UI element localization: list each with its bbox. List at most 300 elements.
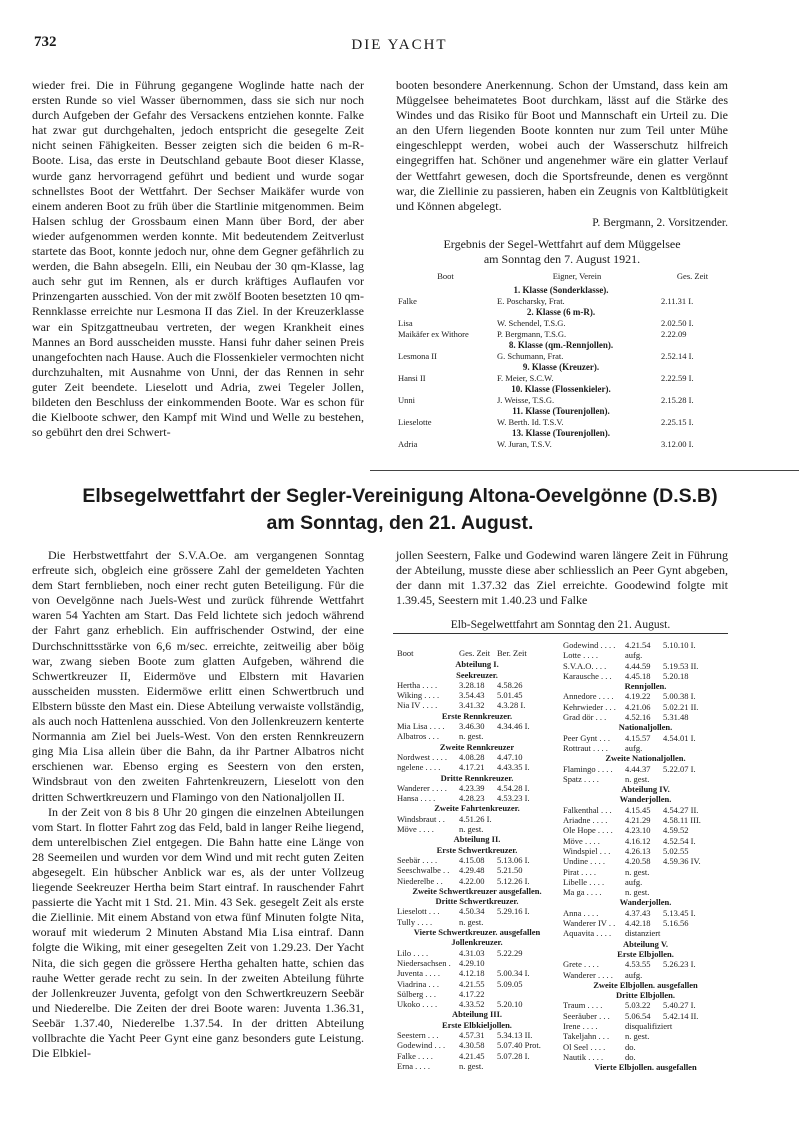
- class-heading: Nationaljollen.: [618, 722, 673, 733]
- boat-name: Nordwest . . . .: [397, 751, 448, 762]
- boat-name: Peer Gynt . . .: [563, 732, 610, 743]
- total-time: 4.51.26 I.: [459, 813, 492, 824]
- table-row: [563, 1011, 728, 1021]
- paragraph: Die Herbstwettfahrt der S.V.A.Oe. am vergangenen Sonntag erfreute sich, obgleich eine grössere Zahl der gemeldeten Yachten dem Start fernblieben, noch einer recht guten Beteiligung. Für die von Oevelgönne nach Juels-West und zurück führende Wettfahrt waren 54 Yachten am Start. Das Feld lichtete sich jedoch während der Fahrt ganz erheblich. Ein auffrischender Ostwind, der eine Durchschnittsstärke von 6,6 m/sec. erreichte, zeitweilig aber böig war, zwang sieben Boote zum glatten Aufgeben, während die Schwertkreuzer II, Eidermöve und Elbstern mit Havarien ausscheiden mussten. Eidermöwe erlitt einen Schwertbruch und Elbstern büsste den Mast ein. Diese Abteilung verwaiste vollständig, als auch noch Hattenlena ausschied. Von den Jollenkreuzern kenterte Normannia am Ziel bei Juels-West. Von den ersten Rennkreuzern ging Mia Lisa allein über die Bahn, da ihr Partner Albatros nicht erschienen war. Ebenso erging es Seestern von den ersten, Windsbraut von den zweiten Fahrtenkreuzern, Lieselott von den dritten Schwertkreuzern und Flamingo von den Nationaljollen II.: [32, 548, 364, 804]
- boat-name: Kehrwieder . . .: [563, 701, 616, 712]
- corrected-time: 5.09.05: [497, 978, 523, 989]
- total-time: 4.12.18: [459, 968, 485, 979]
- result-note: n. gest.: [625, 773, 650, 784]
- class-row: [396, 406, 726, 417]
- headline-line-2: am Sonntag, den 21. August.: [266, 512, 534, 534]
- boat-name: Wanderer IV . .: [563, 918, 616, 929]
- corrected-time: 5.02.55: [663, 845, 689, 856]
- table-row: [397, 958, 557, 968]
- boat-name: Nautik . . . .: [563, 1051, 604, 1062]
- total-time: 4.21.06: [625, 701, 651, 712]
- total-time: 2.15.28 I.: [661, 394, 694, 405]
- table-row: [396, 395, 726, 406]
- corrected-time: 5.13.45 I.: [663, 907, 696, 918]
- header-boot: Boot: [437, 270, 454, 281]
- total-time: 4.21.45: [459, 1050, 485, 1061]
- corrected-time: 5.00.34 I.: [497, 968, 530, 979]
- boat-name: Hansa . . . .: [397, 793, 436, 804]
- class-heading: Zweite Rennkreuzer: [439, 741, 515, 752]
- table-row: [397, 824, 557, 834]
- boat-name: Ariadne . . . .: [563, 815, 608, 826]
- corrected-time: 4.54.01 I.: [663, 732, 696, 743]
- class-row: [396, 340, 726, 351]
- paragraph: wieder frei. Die in Führung gegangene Woglinde hatte nach der ersten Runde so viel Wasser übernommen, dass sie sich nur noch durch Aufgeben der Gefahr des Versackens entziehen konnte. Falke hat zwar gut durchgehalten, jedoch entspricht die gesegelte Zeit nicht seinen Fähigkeiten. Besser zeigten sich die beiden 6 m-R-Boote. Lisa, das erste in Deutschland gebaute Boot dieser Klasse, wurde ganz hervorragend geführt und bedient und wurde sogar schnellstes Boot der Wettfahrt. Der Sechser Maikäfer wurde von einem anderen Boot zu früh über die Startlinie mitgenommen. Beim Halsen schlug der Grossbaum einen Mann über Bord, der aber wieder aufgenommen werden konnte. Mit bedeutendem Zeitverlust startete das Boot, konnte jedoch nur, ohne dem Gegner gefährlich zu werden, die Bahn absegeln. Elli, ein Neubau der 30 qm-Klasse, lag auch sehr gut im Rennen, als er durch kräftiges Auflaufen vor Prinzengarten ausschied. Von der mit zwölf Booten besetzten 10 qm-Rennklasse erreichte nur Lesmona II das Ziel. In der Kreuzerklasse war ein Spitzgattneubau vertreten, der wegen Krankheit eines Mannes an Bord ausscheiden musste. Hansi fuhr daher seinen Preis unangefochten nach Hause. Auch die Flossenkieler vermochten nicht durchzuhalten, mit Ausnahme von Unni, der das Rennen in sehr guter Zeit beendete. Lieselott und Adria, zwei Tegeler Jollen, bildeten den Beschluss der einkommenden Boote. War es schon für die Kielboote schwer, den Kampf mit Wind und Welle zu bestehen, so gebührt den drei Schwert-: [32, 78, 364, 440]
- table-row: [397, 814, 557, 824]
- boat-name: Falkenthal . . .: [563, 804, 612, 815]
- table-row: [563, 1000, 728, 1010]
- boat-name: Lotte . . . .: [563, 650, 598, 661]
- boat-name: Godewind . . . .: [563, 640, 616, 650]
- owner-club: W. Juran, T.S.V.: [497, 438, 552, 449]
- table-row: [563, 733, 728, 743]
- boat-name: Niederelbe . .: [397, 875, 443, 886]
- table-row: [563, 1031, 728, 1041]
- boat-name: Godewind . . .: [397, 1040, 446, 1051]
- total-time: 4.30.58: [459, 1040, 485, 1051]
- table-row: [563, 918, 728, 928]
- boat-name: Adria: [398, 438, 418, 449]
- table-row: [563, 671, 728, 681]
- corrected-time: 5.31.48: [663, 712, 689, 723]
- total-time: 4.28.23: [459, 793, 485, 804]
- table-row: [563, 846, 728, 856]
- class-heading: 13. Klasse (Tourenjollen).: [511, 427, 610, 438]
- class-heading: Seekreuzer.: [456, 669, 498, 680]
- total-time: 4.15.57: [625, 732, 651, 743]
- total-time: 2.25.15 I.: [661, 416, 694, 427]
- class-heading: Vierte Elbjollen. ausgefallen: [594, 1062, 697, 1073]
- result-note: n. gest.: [625, 866, 650, 877]
- class-heading: Erste Rennkreuzer.: [441, 710, 513, 721]
- owner-club: W. Berth. Id. T.S.V.: [497, 416, 564, 427]
- class-row: [396, 362, 726, 373]
- table-row: [397, 752, 557, 762]
- table-row: [397, 917, 557, 927]
- corrected-time: 5.12.26 I.: [497, 875, 530, 886]
- boat-name: Rottraut . . . .: [563, 742, 608, 753]
- table-row: [563, 650, 728, 660]
- owner-club: P. Bergmann, T.S.G.: [497, 328, 567, 339]
- section-divider: [370, 470, 799, 471]
- corrected-time: 5.16.56: [663, 918, 689, 929]
- table-row: [396, 351, 726, 362]
- elb-table-left-column: [397, 648, 557, 1071]
- table-row: [397, 1030, 557, 1040]
- corrected-time: 5.29.16 I.: [497, 906, 530, 917]
- boat-name: Unni: [398, 394, 415, 405]
- header-boot: Boot: [397, 648, 414, 658]
- table-row: [563, 825, 728, 835]
- elb-table-right-column: [563, 640, 728, 1072]
- corrected-time: 5.19.53 II.: [663, 660, 699, 671]
- result-note: do.: [625, 1041, 636, 1052]
- total-time: 2.11.31 I.: [661, 295, 694, 306]
- header-ges-zeit: Ges. Zeit: [459, 648, 491, 658]
- class-heading: 9. Klasse (Kreuzer).: [522, 361, 600, 372]
- total-time: 4.53.55: [625, 959, 651, 970]
- table-row: [397, 680, 557, 690]
- boat-name: Lieselotte: [398, 416, 432, 427]
- result-note: aufg.: [625, 876, 643, 887]
- total-time: 4.15.08: [459, 854, 485, 865]
- boat-name: Seestern . . .: [397, 1029, 439, 1040]
- paragraph: booten besondere Anerkennung. Schon der Umstand, dass kein am Müggelsee beheimatetes Boot durchkam, lässt auf die Stärke des Windes und das Risiko für Boot und Mannschaft ein Urteil zu. Die an den Ufern liegenden Boote konnten nur zum Teil unter Mühe eingeschleppt werden, wobei auch der Wasserschutz hilfreich eingegriffen hat. Schöner und angenehmer wäre ein glatter Verlauf der Wettfahrt gewesen, doch die Sportsfreunde, denen es vergönnt war, die Ziellinie zu passieren, haben ein Zeugnis von Kaltblütigkeit und Können abgelegt.: [396, 78, 728, 213]
- corrected-time: 5.22.29: [497, 947, 523, 958]
- table-row: [397, 731, 557, 741]
- boat-name: Juventa . . . .: [397, 968, 440, 979]
- header-zeit: Ges. Zeit: [676, 270, 709, 281]
- corrected-time: 4.3.28 I.: [497, 700, 526, 711]
- class-heading: 2. Klasse (6 m-R).: [526, 306, 596, 317]
- boat-name: Spatz . . . .: [563, 773, 599, 784]
- table-row: [397, 1061, 557, 1071]
- table-row: [397, 1040, 557, 1050]
- total-time: 4.22.00: [459, 875, 485, 886]
- class-heading: Dritte Schwertkreuzer.: [435, 896, 519, 907]
- corrected-time: 4.43.35 I.: [497, 762, 530, 773]
- table-row: [563, 877, 728, 887]
- results-caption: [396, 237, 728, 267]
- total-time: 4.42.18: [625, 918, 651, 929]
- result-note: aufg.: [625, 969, 643, 980]
- total-time: 4.57.31: [459, 1029, 485, 1040]
- boat-name: Ukoko . . . .: [397, 999, 438, 1010]
- corrected-time: 4.54.27 II.: [663, 804, 699, 815]
- boat-name: Möve . . . .: [563, 835, 600, 846]
- class-heading: Abteilung I.: [455, 659, 499, 670]
- boat-name: Aquavita . . . .: [563, 928, 612, 939]
- corrected-time: 5.20.10: [497, 999, 523, 1010]
- boat-name: Flamingo . . . .: [563, 763, 613, 774]
- table-row: [397, 876, 557, 886]
- corrected-time: [497, 958, 535, 968]
- corrected-time: 4.58.11 III.: [663, 815, 701, 826]
- class-heading: Zweite Elbjollen. ausgefallen: [593, 979, 698, 990]
- class-heading: Zweite Schwertkreuzer ausgefallen.: [412, 885, 542, 896]
- corrected-time: 5.07.40 Prot.: [497, 1040, 541, 1051]
- table-row: [563, 867, 728, 877]
- owner-club: F. Meier, S.C.W.: [497, 372, 554, 383]
- table-row: [563, 764, 728, 774]
- boat-name: Sülberg . . .: [397, 988, 437, 999]
- result-note: n. gest.: [459, 1060, 484, 1071]
- table-row: [397, 989, 557, 999]
- total-time: 4.31.03: [459, 947, 485, 958]
- corrected-time: 5.21.50: [497, 865, 523, 876]
- corrected-time: 4.47.10: [497, 751, 523, 762]
- boat-name: Lisa: [398, 317, 413, 328]
- corrected-time: 5.20.18: [663, 670, 689, 681]
- corrected-time: [497, 814, 535, 824]
- class-heading: Abteilung II.: [453, 834, 501, 845]
- table-row: [396, 329, 726, 340]
- class-heading: Jollenkreuzer.: [451, 937, 503, 948]
- total-time: 5.03.22: [625, 1000, 651, 1011]
- total-time: 2.22.59 I.: [661, 372, 694, 383]
- table-row: [396, 318, 726, 329]
- table-row: [563, 1042, 728, 1052]
- boat-name: Lilo . . . .: [397, 947, 429, 958]
- owner-club: W. Schendel, T.S.G.: [497, 317, 566, 328]
- table-row: [563, 928, 728, 938]
- result-note: n. gest.: [625, 1031, 650, 1042]
- corrected-time: 5.22.07 I.: [663, 763, 696, 774]
- total-time: 4.33.52: [459, 999, 485, 1010]
- total-time: 4.21.55: [459, 978, 485, 989]
- total-time: 4.37.43: [625, 907, 651, 918]
- total-time: 4.16.12: [625, 835, 651, 846]
- total-time: 3.46.30: [459, 721, 485, 732]
- corrected-time: 4.59.36 IV.: [663, 856, 701, 867]
- total-time: 3.28.18: [459, 679, 485, 690]
- table-row: [396, 373, 726, 384]
- boat-name: Möve . . . .: [397, 824, 434, 835]
- running-head: DIE YACHT: [351, 37, 448, 53]
- boat-name: Tully . . . .: [397, 916, 433, 927]
- boat-name: Annedore . . . .: [563, 691, 614, 702]
- table-row: [396, 417, 726, 428]
- total-time: 3.54.43: [459, 690, 485, 701]
- total-time: 2.52.14 I.: [661, 350, 694, 361]
- boat-name: Seeräuber . . .: [563, 1010, 610, 1021]
- table-row: [396, 296, 726, 307]
- table-row: [563, 1021, 728, 1031]
- table-row: [563, 908, 728, 918]
- bottom-left-column: [32, 548, 364, 1061]
- caption-line-1: Ergebnis der Segel-Wettfahrt auf dem Müggelsee: [443, 236, 681, 251]
- headline-line-1: Elbsegelwettfahrt der Segler-Vereinigung Altona-Oevelgönne (D.S.B): [82, 485, 718, 507]
- class-heading: Zweite Fahrtenkreuzer.: [434, 803, 520, 814]
- boat-name: Lieselott . . .: [397, 906, 440, 917]
- boat-name: Anna . . . .: [563, 907, 599, 918]
- boat-name: Hansi II: [398, 372, 426, 383]
- header-ber-zeit: Ber. Zeit: [497, 648, 527, 658]
- table-row: [563, 836, 728, 846]
- class-heading: Zweite Nationaljollen.: [605, 753, 686, 764]
- class-heading: Wanderjollen.: [619, 897, 672, 908]
- boat-name: Traum . . . .: [563, 1000, 603, 1011]
- result-note: distanziert: [625, 928, 661, 939]
- corrected-time: 5.07.28 I.: [497, 1050, 530, 1061]
- table-row: [563, 815, 728, 825]
- corrected-time: 5.34.13 II.: [497, 1029, 533, 1040]
- header-eigner: Eigner, Verein: [552, 270, 602, 281]
- boat-name: Erna . . . .: [397, 1060, 431, 1071]
- table-row: [397, 968, 557, 978]
- bottom-right-text: [396, 548, 728, 608]
- boat-name: Grad dör . . .: [563, 712, 607, 723]
- total-time: 4.52.16: [625, 712, 651, 723]
- boat-name: Grete . . . .: [563, 959, 599, 970]
- table-row: [397, 948, 557, 958]
- total-time: 5.06.54: [625, 1010, 651, 1021]
- result-note: n. gest.: [625, 887, 650, 898]
- owner-club: J. Weisse, T.S.G.: [497, 394, 555, 405]
- boat-name: Windspiel . . .: [563, 845, 611, 856]
- corrected-time: 5.02.21 II.: [663, 701, 699, 712]
- boat-name: Irene . . . .: [563, 1020, 598, 1031]
- total-time: 3.41.32: [459, 700, 485, 711]
- class-heading: Abteilung III.: [451, 1009, 503, 1020]
- corrected-time: 4.59.52: [663, 825, 689, 836]
- boat-name: Wiking . . . .: [397, 690, 440, 701]
- total-time: 4.17.22: [459, 988, 485, 999]
- table-row: [397, 721, 557, 731]
- boat-name: Hertha . . . .: [397, 679, 438, 690]
- table-row: [397, 762, 557, 772]
- boat-name: Ole Hope . . . .: [563, 825, 613, 836]
- table-row: [563, 702, 728, 712]
- total-time: 4.44.59: [625, 660, 651, 671]
- caption-line-2: am Sonntag den 7. August 1921.: [483, 251, 641, 266]
- boat-name: Ma ga . . . .: [563, 887, 602, 898]
- table-row: [563, 856, 728, 866]
- table-row: [397, 999, 557, 1009]
- result-note: n. gest.: [459, 824, 484, 835]
- boat-name: Nia IV . . . .: [397, 700, 438, 711]
- class-heading: Rennjollen.: [624, 681, 667, 692]
- owner-club: E. Poscharsky, Frat.: [497, 295, 565, 306]
- boat-name: S.V.A.O. . . .: [563, 660, 607, 671]
- elb-table-title: Elb-Segelwettfahrt am Sonntag den 21. August.: [393, 620, 728, 634]
- elb-table-header: [397, 648, 557, 658]
- paragraph: jollen Seestern, Falke und Godewind waren längere Zeit in Führung der Abteilung, musste diese aber schliesslich an Peer Gynt abgeben, der dann mit 1.37.32 das Ziel erreichte. Goodewind folgte mit 1.39.45, Seestern mit 1.40.23 und Falke: [396, 548, 728, 608]
- total-time: 4.21.29: [625, 815, 651, 826]
- paragraph: In der Zeit von 8 bis 8 Uhr 20 gingen die einzelnen Abteilungen vom Start. In flotter Fahrt zog das Feld, bald in langer Reihe liegend, dem unterelbischen Ziel entgegen. Die Bahn hatte eine Länge von 28 Seemeilen und wurden vor dem Wind und mit recht guten Zeiten abgesegelt. Ein hübscher Anblick war es, als der unter Vollzeug liegende Seekreuzer Hertha beim Start eintraf. In rauschender Fahrt passierte die Yacht mit 1 Std. 21. Min. 43 Sek. gesegelt Zeit als erste die Ziellinie. Mit einem Abstand von etwa fünf Minuten folgte Nita, worauf mit wiederum 2 Minuten Abstand Mia Lisa eintraf. Dann folgte die Wiking, mit einer gesegelten Zeit von 1.29.23. Der Yacht Nita, die sich gegen die grössere Hertha gehalten hatte, schien das rauhe Wetter gerade recht zu sein. In der zweiten Abteilung führte der Jollenkreuzer Juventa, gefolgt von den Schwertkreuzern Seebär und Niederelbe. Die Zeiten der drei Boote waren: Juventa 1.36.31, Seebär 1.37.40, Niederelbe 1.37.54. In der dritten Abteilung vollbrachte die Yacht Peer Gynt eine ganz besonders gute Leistung. Die Elbkiel-: [32, 804, 364, 1061]
- table-row: [397, 979, 557, 989]
- corrected-time: 4.52.54 I.: [663, 835, 696, 846]
- signature: P. Bergmann, 2. Vorsitzender.: [592, 216, 728, 229]
- class-heading: Erste Elbjollen.: [617, 948, 674, 959]
- corrected-time: 5.13.06 I.: [497, 854, 530, 865]
- total-time: 4.17.21: [459, 762, 485, 773]
- total-time: 4.50.34: [459, 906, 485, 917]
- boat-name: Lesmona II: [398, 350, 437, 361]
- table-row: [563, 970, 728, 980]
- boat-name: Wanderer . . . .: [563, 969, 613, 980]
- total-time: 2.22.09: [661, 328, 687, 339]
- class-row: [396, 428, 726, 439]
- total-time: 4.08.28: [459, 751, 485, 762]
- class-row: [396, 285, 726, 296]
- corrected-time: 5.00.38 I.: [663, 691, 696, 702]
- table-row: [397, 783, 557, 793]
- table-row: [563, 691, 728, 701]
- total-time: 4.23.39: [459, 782, 485, 793]
- table-row: [563, 712, 728, 722]
- owner-club: G. Schumann, Frat.: [497, 350, 564, 361]
- elb-results-table: [393, 619, 728, 1073]
- result-note: aufg.: [625, 742, 643, 753]
- boat-name: Niedersachsen .: [397, 957, 451, 968]
- boat-name: Windsbraut . .: [397, 813, 445, 824]
- result-note: do.: [625, 1051, 636, 1062]
- class-heading: Dritte Elbjollen.: [615, 990, 676, 1001]
- total-time: 4.45.18: [625, 670, 651, 681]
- top-left-column: [32, 78, 364, 440]
- class-heading: Wanderjollen.: [619, 794, 672, 805]
- table-row: [563, 1052, 728, 1062]
- corrected-time: 5.40.27 I.: [663, 1000, 696, 1011]
- corrected-time: 5.42.14 II.: [663, 1010, 699, 1021]
- class-heading: Abteilung V.: [622, 938, 669, 949]
- total-time: 3.12.00 I.: [661, 438, 694, 449]
- table-row: [397, 865, 557, 875]
- class-heading: Erste Elbkieljollen.: [442, 1019, 512, 1030]
- class-heading: Vierte Schwertkreuzer. ausgefallen: [413, 927, 541, 938]
- corrected-time: 4.54.28 I.: [497, 782, 530, 793]
- total-time: 4.29.48: [459, 865, 485, 876]
- mueggelsee-results-table: [396, 271, 726, 450]
- article-headline: [30, 483, 770, 537]
- boat-name: Falke: [398, 295, 417, 306]
- boat-name: Albatros . . .: [397, 731, 440, 742]
- table-row: [563, 640, 728, 650]
- class-heading: 10. Klasse (Flossenkieler).: [511, 383, 611, 394]
- table-row: [397, 690, 557, 700]
- class-row: [396, 384, 726, 395]
- result-note: aufg.: [625, 650, 643, 661]
- table-row: [563, 887, 728, 897]
- boat-name: Takeljahn . . .: [563, 1031, 610, 1042]
- table-row: [563, 805, 728, 815]
- table-row: [397, 906, 557, 916]
- total-time: 4.20.58: [625, 856, 651, 867]
- boat-name: Seeschwalbe . .: [397, 865, 450, 876]
- boat-name: Viadrina . . .: [397, 978, 439, 989]
- boat-name: Ol Seel . . . .: [563, 1041, 606, 1052]
- total-time: 4.26.13: [625, 845, 651, 856]
- total-time: 4.15.45: [625, 804, 651, 815]
- class-heading: Abteilung IV.: [621, 784, 670, 795]
- table-row: [563, 661, 728, 671]
- result-note: disqualifiziert: [625, 1020, 673, 1031]
- class-heading: 11. Klasse (Tourenjollen).: [512, 405, 610, 416]
- table-row: [397, 793, 557, 803]
- boat-name: Libelle . . . .: [563, 876, 605, 887]
- class-heading: Erste Schwertkreuzer.: [436, 844, 518, 855]
- corrected-time: 5.26.23 I.: [663, 959, 696, 970]
- boat-name: Undine . . . .: [563, 856, 606, 867]
- class-heading: 8. Klasse (qm.-Rennjollen).: [508, 339, 614, 350]
- boat-name: Mia Lisa . . . .: [397, 721, 445, 732]
- corrected-time: 5.10.10 I.: [663, 640, 696, 650]
- total-time: 2.02.50 I.: [661, 317, 694, 328]
- class-heading: Dritte Rennkreuzer.: [440, 772, 514, 783]
- result-note: n. gest.: [459, 916, 484, 927]
- total-time: 4.19.22: [625, 691, 651, 702]
- table-row: [396, 439, 726, 450]
- boat-name: Karausche . . .: [563, 670, 612, 681]
- total-time: 4.21.54: [625, 640, 651, 650]
- page-number: 732: [34, 34, 57, 50]
- boat-name: Seebär . . . .: [397, 854, 438, 865]
- class-row: [396, 307, 726, 318]
- corrected-time: 4.34.46 I.: [497, 721, 530, 732]
- corrected-time: [497, 989, 535, 999]
- table-row: [397, 855, 557, 865]
- boat-name: Falke . . . .: [397, 1050, 433, 1061]
- total-time: 4.29.10: [459, 957, 485, 968]
- result-note: n. gest.: [459, 731, 484, 742]
- corrected-time: 4.53.23 I.: [497, 793, 530, 804]
- boat-name: ngelene . . . .: [397, 762, 441, 773]
